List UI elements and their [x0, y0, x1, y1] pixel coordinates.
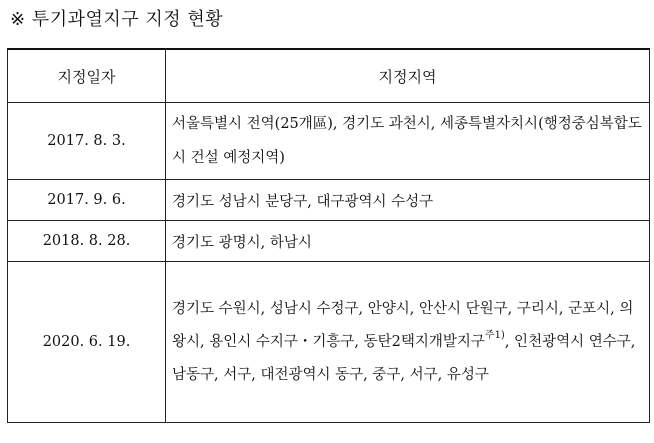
table-row	[8, 221, 650, 262]
table-row	[8, 180, 650, 221]
row-date: 2020. 6. 19.	[8, 262, 166, 423]
row-regions: 경기도 성남시 분당구, 대구광역시 수성구	[166, 180, 650, 221]
table-row	[8, 103, 650, 180]
regions-text-part2: , 인천광역시 연수구, 남동구, 서구, 대전광역시 동구, 중구, 서구, 유성구	[172, 333, 636, 383]
row-date: 2017. 9. 6.	[8, 180, 166, 221]
section-title: ※ 투기과열지구 지정 현황	[10, 9, 224, 30]
table-row	[8, 262, 650, 423]
row-regions: 경기도 광명시, 하남시	[166, 221, 650, 262]
header-designation-date: 지정일자	[8, 49, 166, 103]
row-regions	[166, 262, 650, 423]
row-regions: 서울특별시 전역(25개區), 경기도 과천시, 세종특별자치시(행정중심복합도시 건설 예정지역)	[166, 103, 650, 180]
table-header-row	[8, 49, 650, 103]
row-date: 2018. 8. 28.	[8, 221, 166, 262]
regions-text-part1: 경기도 수원시, 성남시 수정구, 안양시, 안산시 단원구, 구리시, 군포시, 의왕시, 용인시 수지구・기흥구, 동탄2택지개발지구	[172, 300, 634, 350]
footnote-mark: 주1)	[484, 329, 505, 341]
designation-table	[7, 48, 650, 423]
row-date: 2017. 8. 3.	[8, 103, 166, 180]
header-designated-area: 지정지역	[166, 49, 650, 103]
